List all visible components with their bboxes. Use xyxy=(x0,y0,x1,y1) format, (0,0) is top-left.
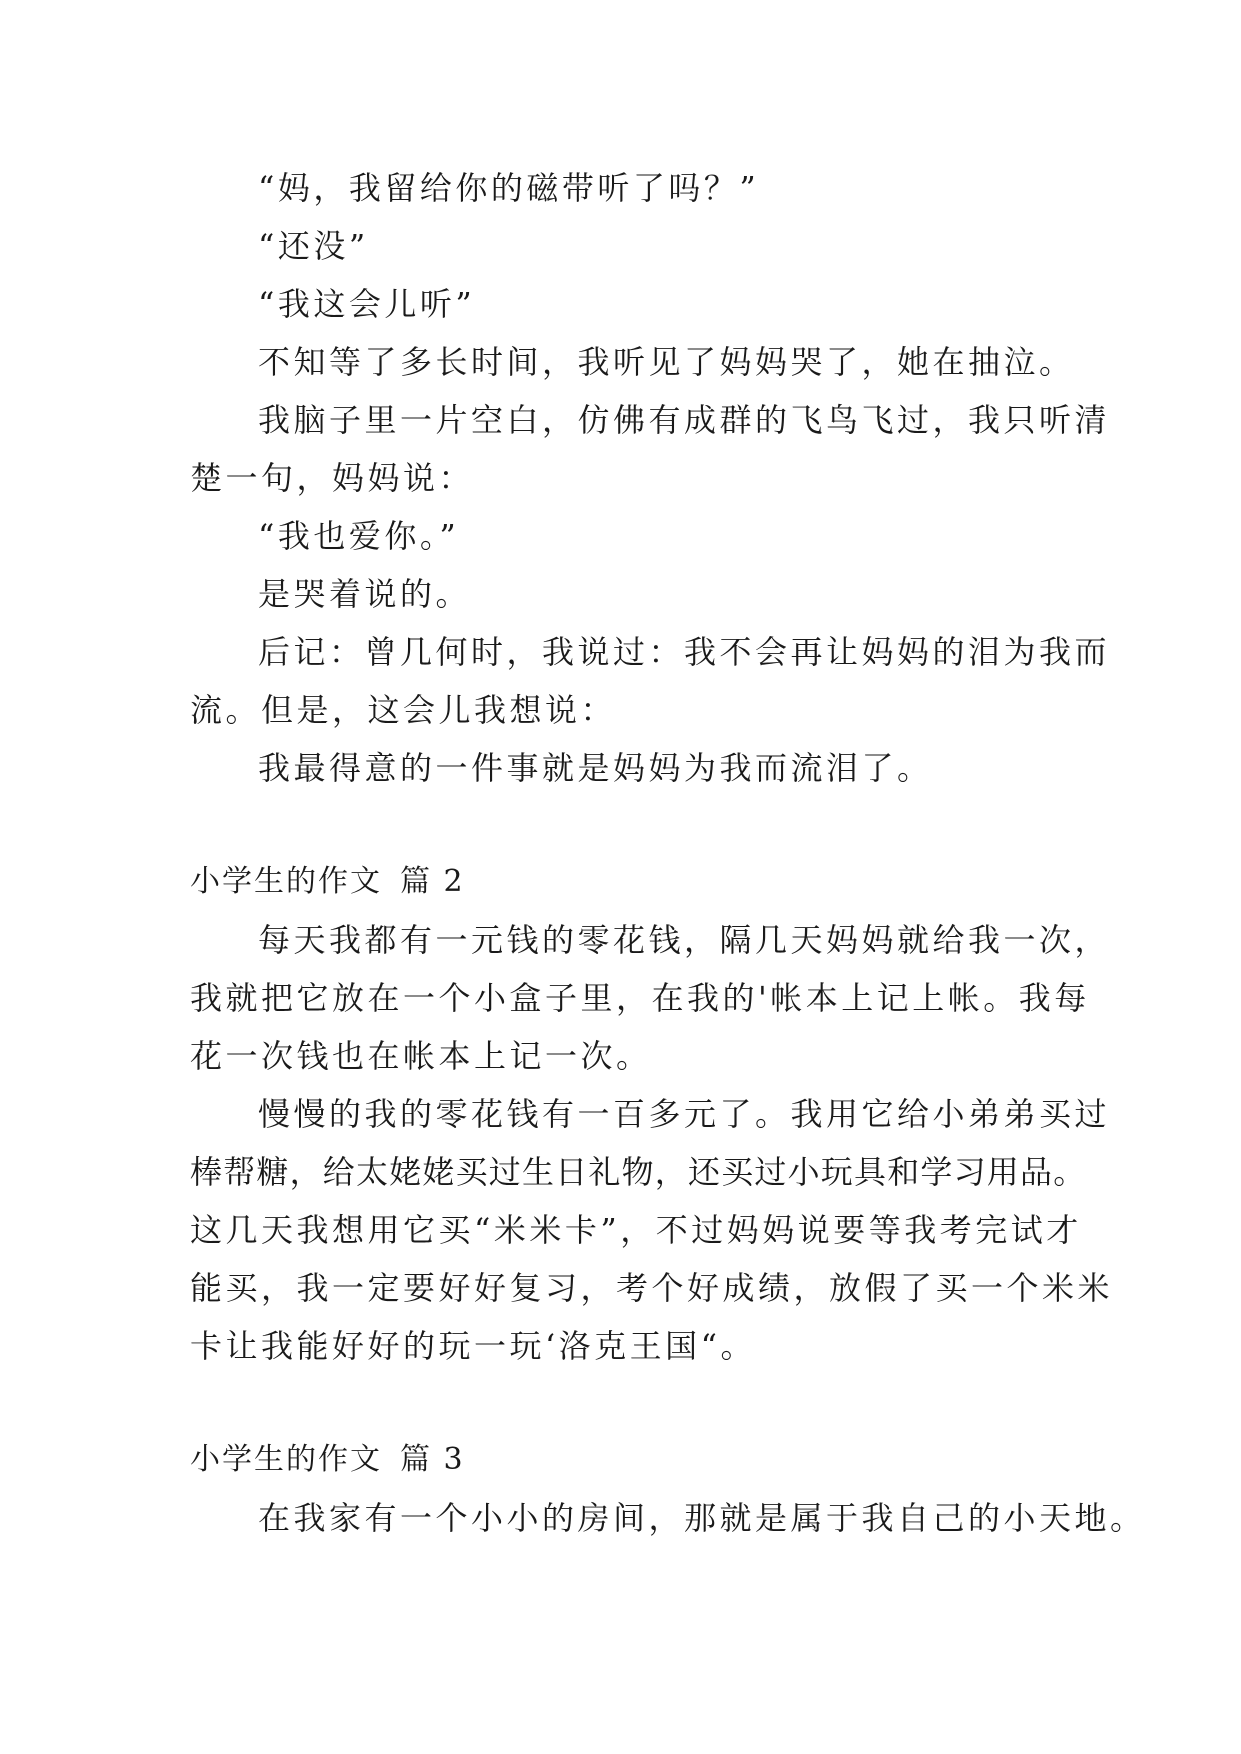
paragraph-line: 后记：曾几何时，我说过：我不会再让妈妈的泪为我而 xyxy=(258,633,1111,671)
paragraph-line: 我就把它放在一个小盒子里，在我的'帐本上记上帐。我每 xyxy=(190,979,1090,1017)
paragraph-line: 这几天我想用它买“米米卡”，不过妈妈说要等我考完试才 xyxy=(190,1211,1082,1249)
paragraph-line: 棒帮糖，给太姥姥买过生日礼物，还买过小玩具和学习用品。 xyxy=(190,1153,1087,1191)
paragraph-line: 花一次钱也在帐本上记一次。 xyxy=(190,1037,652,1075)
paragraph-line: 能买，我一定要好好复习，考个好成绩，放假了买一个米米 xyxy=(190,1269,1114,1307)
paragraph-line: “我这会儿听” xyxy=(258,285,476,323)
paragraph-line: 卡让我能好好的玩一玩‘洛克王国“。 xyxy=(190,1327,757,1365)
paragraph-line: “我也爱你。” xyxy=(258,517,460,555)
paragraph-line: 楚一句，妈妈说： xyxy=(190,459,475,497)
paragraph-line: 不知等了多长时间，我听见了妈妈哭了，她在抽泣。 xyxy=(258,343,1075,381)
paragraph-line: 我脑子里一片空白，仿佛有成群的飞鸟飞过，我只听清 xyxy=(258,401,1111,439)
paragraph-line: 我最得意的一件事就是妈妈为我而流泪了。 xyxy=(258,749,933,787)
section-title: 小学生的作文 xyxy=(190,864,382,899)
paragraph-line: “还没” xyxy=(258,227,369,265)
paragraph-line: 每天我都有一元钱的零花钱，隔几天妈妈就给我一次， xyxy=(258,921,1111,959)
paragraph-line: 在我家有一个小小的房间，那就是属于我自己的小天地。 xyxy=(258,1499,1146,1537)
section-number: 篇 3 xyxy=(400,1442,465,1477)
section-heading xyxy=(190,1440,465,1480)
paragraph-line: “妈，我留给你的磁带听了吗？” xyxy=(258,169,760,207)
section-number: 篇 2 xyxy=(400,864,465,899)
section-title: 小学生的作文 xyxy=(190,1442,382,1477)
paragraph-line: 流。但是，这会儿我想说： xyxy=(190,691,617,729)
paragraph-line: 慢慢的我的零花钱有一百多元了。我用它给小弟弟买过 xyxy=(258,1095,1111,1133)
section-heading xyxy=(190,862,465,902)
paragraph-line: 是哭着说的。 xyxy=(258,575,472,613)
